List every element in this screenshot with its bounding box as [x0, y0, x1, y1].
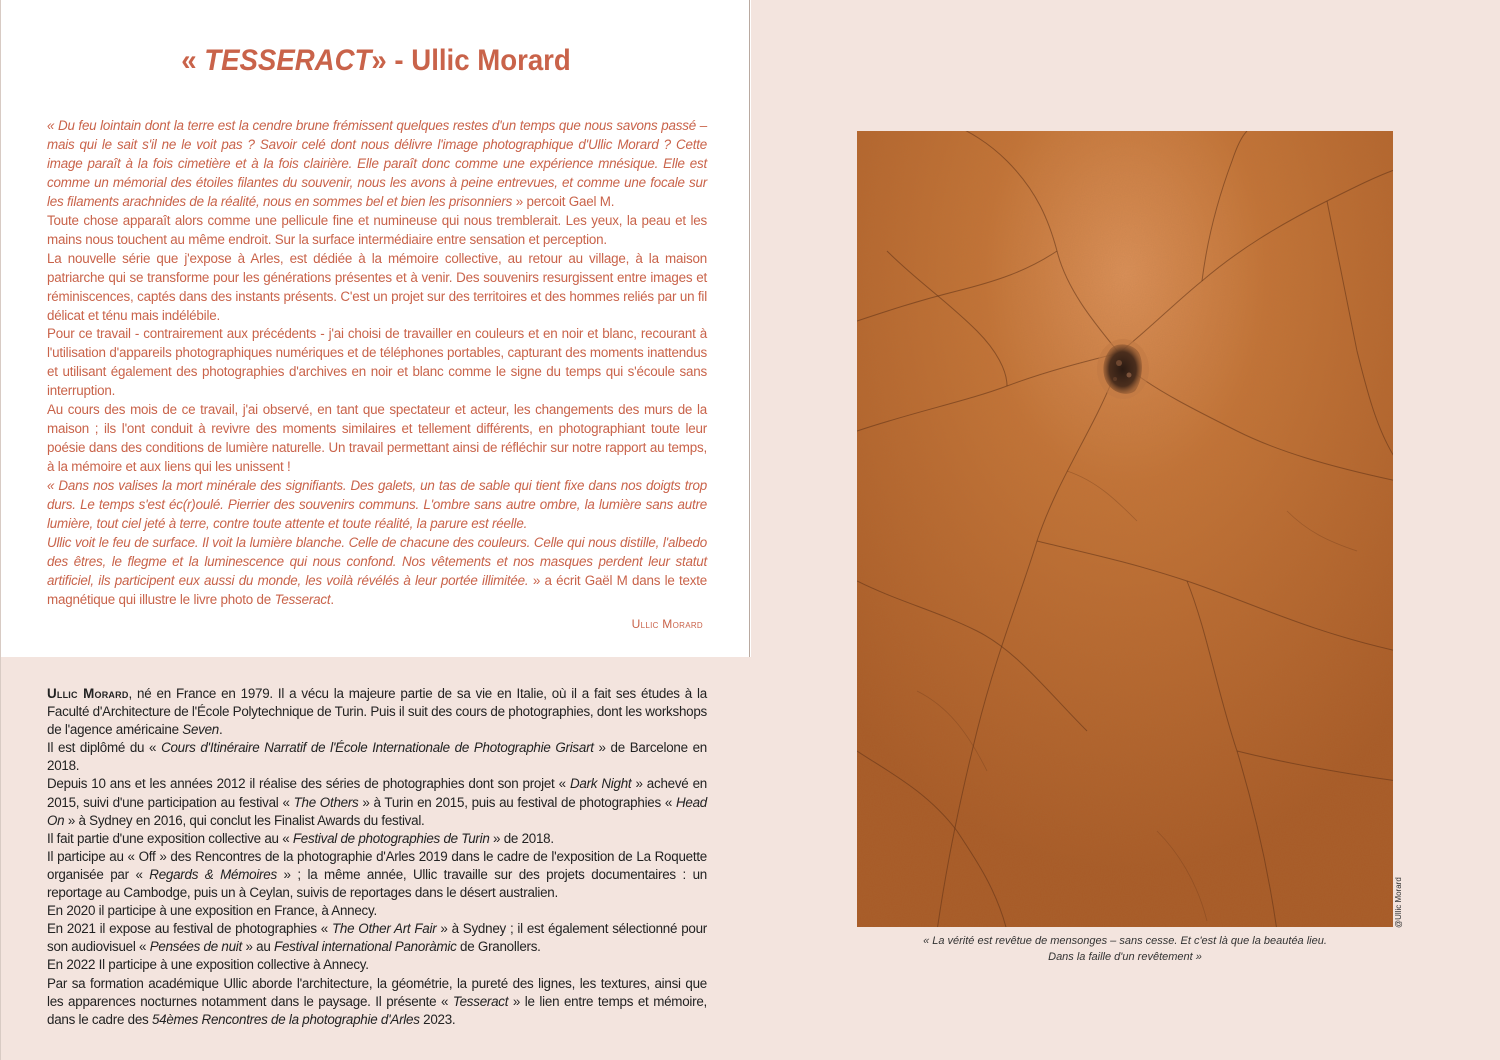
caption-line: Dans la faille d'un revêtement »: [1048, 950, 1202, 963]
essay-paragraph: Toute chose apparaît alors comme une pellicule fine et numineuse qui nous tremblerait. Les yeux, la peau et les mains nous touchent au même endroit. Sur la surface intermédiaire entre sensation et perception.: [47, 212, 707, 247]
bio-paragraph: En 2020 il participe à une exposition en France, à Annecy.: [47, 903, 377, 919]
essay-quote: « Dans nos valises la mort minérale des signifiants. Des galets, un tas de sable qui tient fixe dans nos doigts trop durs. Le temps s'est éc(r)oulé. Pierrier des souvenirs communs. L'ombre sans autre ombre, la lumière sans autre lumière, tout ciel jeté à terre, contre toute attente et toute réalité, la parure est réelle.: [47, 478, 707, 532]
bio-paragraph: Il participe au « Off » des Rencontres de la photographie d'Arles 2019 dans le cadre de l'exposition de La Roquette organisée par « Regards & Mémoires » ; la même année, Ullic travaille sur des projets documentaires : un reportage au Cambodge, puis un à Ceylan, suivis de reportages dans le désert australien.: [47, 848, 707, 901]
bio-paragraph: En 2022 Il participe à une exposition collective à Annecy.: [47, 957, 369, 973]
essay-paragraph: « Du feu lointain dont la terre est la cendre brune frémissent quelques restes d'un temps que nous savons passé – mais qui le sait s'il ne le voit pas ? Savoir celé dont nous délivre l'image photographique d'Ullic Morard ? Cette image paraît à la fois cimetière et à la fois clairière. Elle paraît donc comme une expérience mnésique. Elle est comme un mémorial des étoiles filantes du souvenir, nous les avons à peine entrevues, et comme une focale sur les filaments arachnides de la réalité, nous en sommes bel et bien les prisonniers » percoit Gael M.: [47, 118, 707, 209]
essay-signature: Ullic Morard: [631, 617, 703, 631]
page-title: « TESSERACT» - Ullic Morard: [181, 44, 571, 77]
essay-paragraph: La nouvelle série que j'expose à Arles, est dédiée à la mémoire collective, au retour au village, à la maison patriarche qui se transforme pour les générations présentes et à venir. Des souvenirs resurgissent entre images et réminiscences, captés dans des instants présents. C'est un projet sur des territoires et des hommes reliés par un fil délicat et ténu mais indélébile.: [47, 250, 707, 323]
bio-paragraph: Il est diplômé du « Cours d'Itinéraire Narratif de l'École Internationale de Photographie Grisart » de Barcelone en 2018.: [47, 740, 707, 774]
essay-paragraph: Au cours des mois de ce travail, j'ai observé, en tant que spectateur et acteur, les changements des murs de la maison ; ils l'ont conduit à revivre des moments similaires et tellement différents, en photographiant toute leur poésie dans des conditions de lumière naturelle. Un travail permettant ainsi de réfléchir sur notre rapport au temps, à la mémoire et aux liens qui les unissent !: [47, 402, 707, 475]
photo-credit: @Ullic Morard: [1394, 877, 1403, 928]
essay-quote: Ullic voit le feu de surface. Il voit la lumière blanche. Celle de chacune des couleurs. Celle qui nous distille, l'albedo des êtres, le flegme et la luminescence qui nous confond. Nos vêtements et nos masques perdent leur statut artificiel, ils participent eux aussi du monde, les voilà révélés à leur portée illimitée. » a écrit Gaël M dans le texte magnétique qui illustre le livre photo de Tesseract.: [47, 534, 708, 607]
bio-paragraph: Ullic Morard, né en France en 1979. Il a vécu la majeure partie de sa vie en Italie, où il a fait ses études à la Faculté d'Architecture de l'École Polytechnique de Turin. Puis il suit des cours de photographies, dont les workshops de l'agence américaine Seven.: [47, 686, 707, 738]
essay-paragraph: Pour ce travail - contrairement aux précédents - j'ai choisi de travailler en couleurs et en noir et blanc, recourant à l'utilisation d'appareils photographiques numériques et de téléphones portables, capturant des moments inattendus et utilisant également des photographies d'archives en noir et blanc comme le signe du temps qui s'écoule sans interruption.: [47, 326, 707, 399]
bio-paragraph: Depuis 10 ans et les années 2012 il réalise des séries de photographies dont son projet « Dark Night » achevé en 2015, suivi d'une participation au festival « The Others » à Turin en 2015, puis au festival de photographies « Head On » à Sydney en 2016, qui conclut les Finalist Awards du festival.: [47, 776, 707, 828]
artist-bio: [47, 685, 707, 1029]
artist-name: Ullic Morard: [47, 686, 129, 701]
wall-photograph: [857, 131, 1393, 927]
bio-paragraph: En 2021 il expose au festival de photographies « The Other Art Fair » à Sydney ; il est également sélectionné pour son audiovisuel « Pensées de nuit » au Festival international Panoràmic de Granollers.: [47, 921, 707, 955]
bio-paragraph: Il fait partie d'une exposition collective au « Festival de photographies de Turin » de 2018.: [47, 830, 554, 846]
photo-caption: [857, 934, 1393, 965]
caption-line: « La vérité est revêtue de mensonges – sans cesse. Et c'est là que la beautéa lieu.: [923, 935, 1327, 947]
cracked-wall-image: [857, 131, 1393, 927]
bio-paragraph: Par sa formation académique Ullic aborde l'architecture, la géométrie, la pureté des lignes, les textures, ainsi que les apparences nocturnes notamment dans le paysage. Il présente « Tesseract » le lien entre temps et mémoire, dans le cadre des 54èmes Rencontres de la photographie d'Arles 2023.: [47, 975, 708, 1027]
essay-text: [47, 117, 707, 610]
